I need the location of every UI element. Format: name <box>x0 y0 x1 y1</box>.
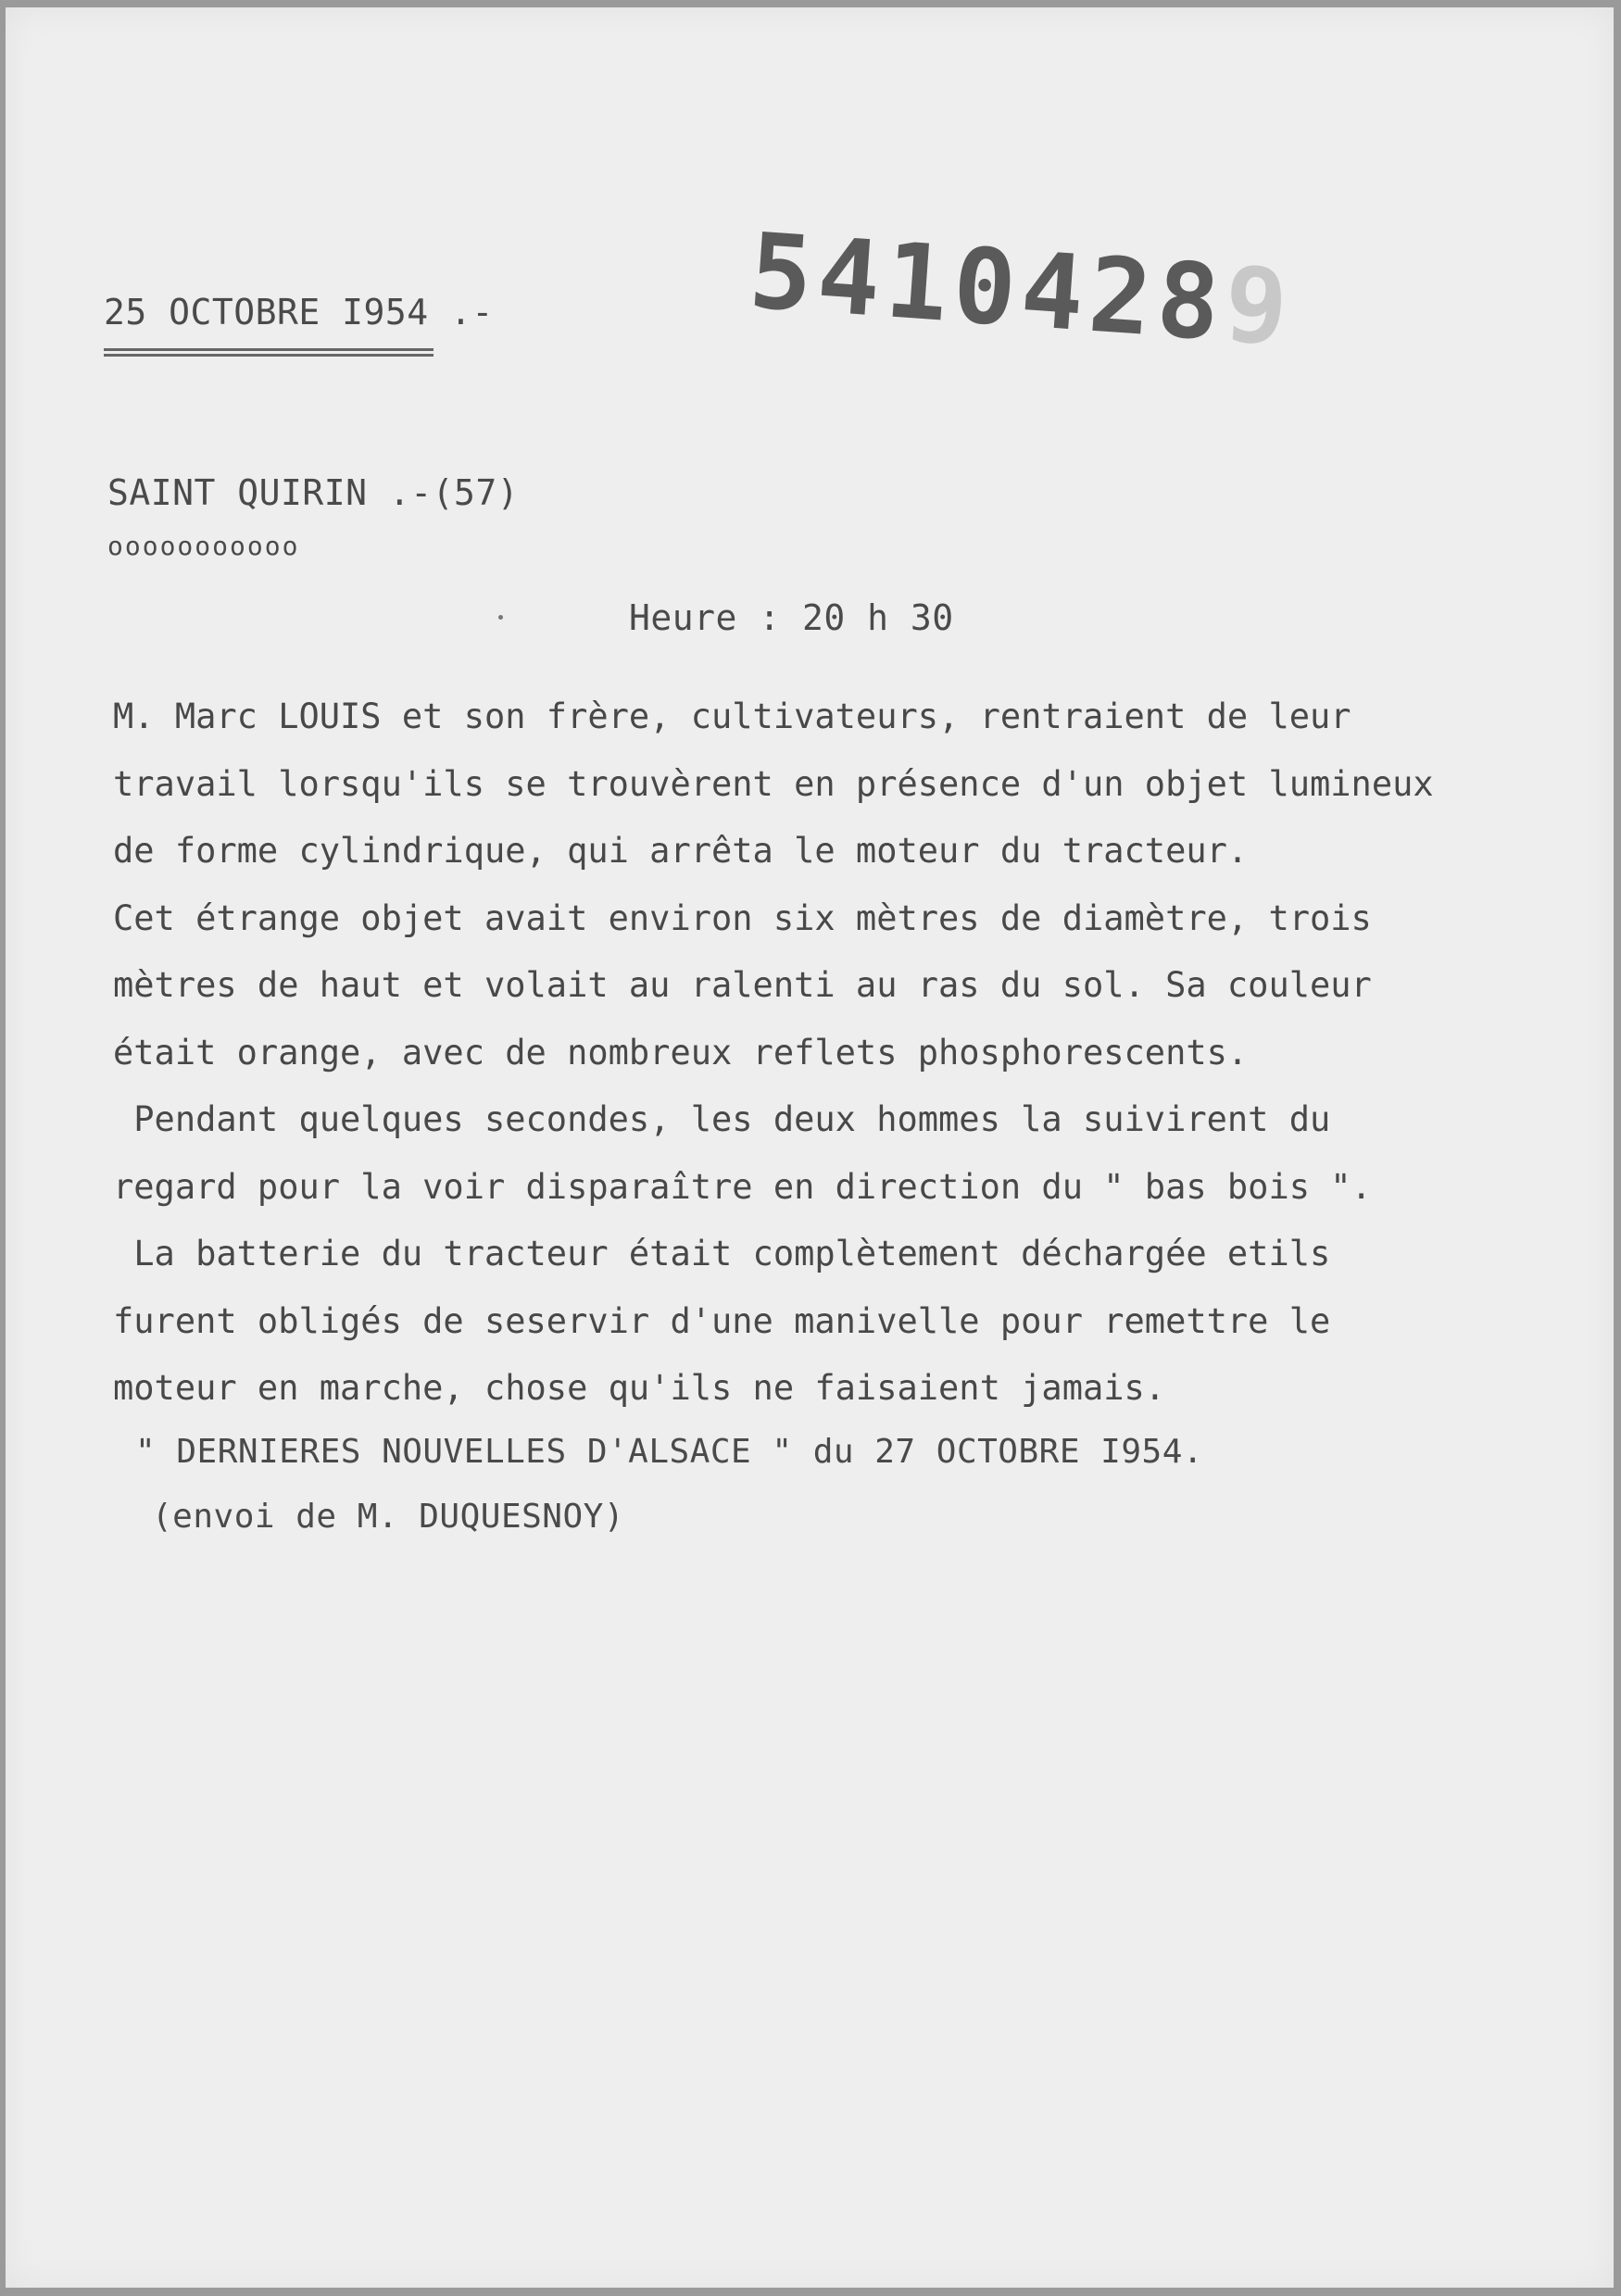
stamp-number-faint-digit: 9 <box>1220 244 1298 370</box>
report-body <box>113 684 1558 1423</box>
stamp-number-main: 5410428 <box>745 211 1229 365</box>
body-line: Pendant quelques secondes, les deux hommes la suivirent du <box>113 1099 1331 1139</box>
body-line: La batterie du tracteur était complètement déchargée etils <box>113 1234 1331 1273</box>
document-date: 25 OCTOBRE I954 .- <box>104 292 494 332</box>
place-separator: ooooooooooo <box>107 531 300 561</box>
document-page <box>6 7 1614 2288</box>
body-line: Cet étrange objet avait environ six mètres de diamètre, trois <box>113 897 1372 938</box>
body-line: furent obligés de seservir d'une manivelle pour remettre le <box>113 1300 1331 1341</box>
sender-note: (envoi de M. DUQUESNOY) <box>152 1498 624 1536</box>
body-line: de forme cylindrique, qui arrêta le moteur du tracteur. <box>113 831 1249 871</box>
time-line: Heure : 20 h 30 <box>629 597 954 638</box>
body-line: regard pour la voir disparaître en direction du " bas bois ". <box>113 1166 1372 1207</box>
body-line: mètres de haut et volait au ralenti au ras du sol. Sa couleur <box>113 965 1372 1005</box>
place-heading: SAINT QUIRIN .-(57) <box>107 472 520 513</box>
body-line: M. Marc LOUIS et son frère, cultivateurs, rentraient de leur <box>113 696 1351 736</box>
newspaper-source: " DERNIERES NOUVELLES D'ALSACE " du 27 OCTOBRE I954. <box>135 1433 1204 1471</box>
stray-dot <box>498 615 503 620</box>
body-line: travail lorsqu'ils se trouvèrent en présence d'un objet lumineux <box>113 763 1434 804</box>
date-underline <box>104 348 434 357</box>
body-line: était orange, avec de nombreux reflets phosphorescents. <box>113 1032 1249 1073</box>
archive-stamp-number <box>746 211 1297 370</box>
body-line: moteur en marche, chose qu'ils ne faisaient jamais. <box>113 1368 1166 1408</box>
